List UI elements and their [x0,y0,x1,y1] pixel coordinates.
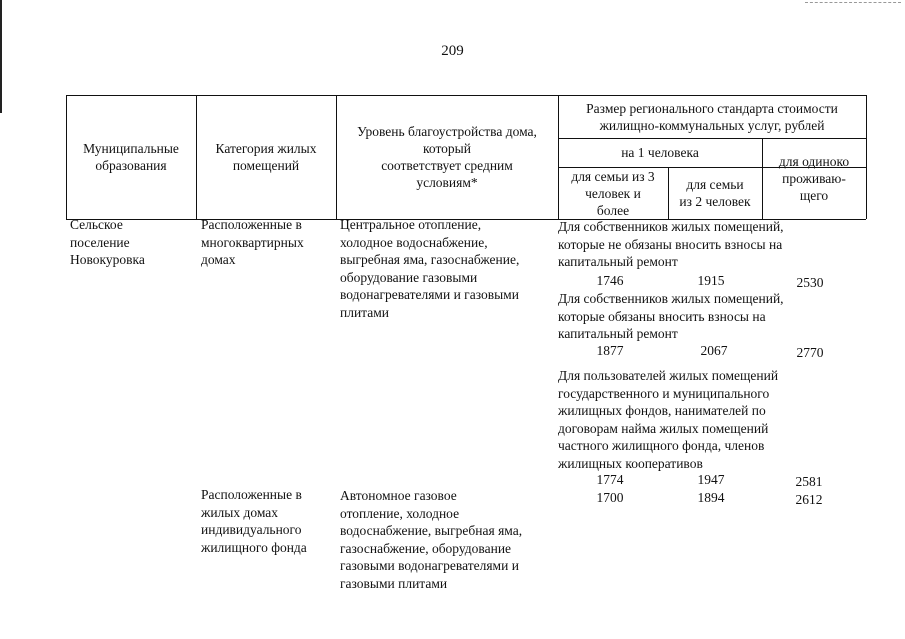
header-municipality: Муниципальные образования [83,141,179,173]
value-single: 2770 [796,345,824,360]
value-family3: 1700 [596,490,624,505]
value-family3: 1774 [596,472,624,487]
header-family-2: для семьи из 2 человек [679,177,751,209]
header-improvement-level: Уровень благоустройства дома, который соответствует средним условиям* [357,124,537,190]
value-family2: 2067 [700,343,728,358]
value-family2: 1894 [697,490,725,505]
owner-group-with-contribution: Для собственников жилых помещений, которые обязаны вносить взносы на капитальный ремонт [558,291,784,341]
page-number: 209 [441,43,464,59]
value-single: 2612 [795,492,823,507]
value-family3: 1877 [596,343,624,358]
value-single: 2530 [796,275,824,290]
value-family2: 1915 [697,273,725,288]
header-category: Категория жилых помещений [215,141,317,173]
level-apartment-buildings: Центральное отопление, холодное водоснабжение, выгребная яма, газоснабжение, оборудование газовыми водонагревателями и газовыми плитами [340,217,520,320]
scan-edge-mark [805,2,901,3]
owner-group-no-contribution: Для собственников жилых помещений, которые не обязаны вносить взносы на капитальный ремонт [558,219,784,269]
level-individual-houses: Автономное газовое отопление, холодное водоснабжение, выгребная яма, газоснабжение, оборудование газовыми водонагревателями и газовыми плитами [340,488,523,591]
category-individual-houses: Расположенные в жилых домах индивидуального жилищного фонда [201,487,307,555]
municipality-name: Сельское поселение Новокуровка [70,217,145,267]
value-single: 2581 [795,474,823,489]
header-standard-size: Размер регионального стандарта стоимости жилищно-коммунальных услуг, рублей [586,100,838,133]
category-apartment-buildings: Расположенные в многоквартирных домах [201,217,304,267]
header-single: для одиноко проживаю- щего [778,154,850,203]
header-per-person: на 1 человека [621,145,699,160]
header-family-3: для семьи из 3 человек и более [571,168,655,218]
value-family3: 1746 [596,273,624,288]
tenant-group: Для пользователей жилых помещений государственного и муниципального жилищных фондов, нанимателей по договорам найма жилых помещений частного жилищного фонда, членов жилищных кооперативов [558,368,779,471]
value-family2: 1947 [697,472,725,487]
